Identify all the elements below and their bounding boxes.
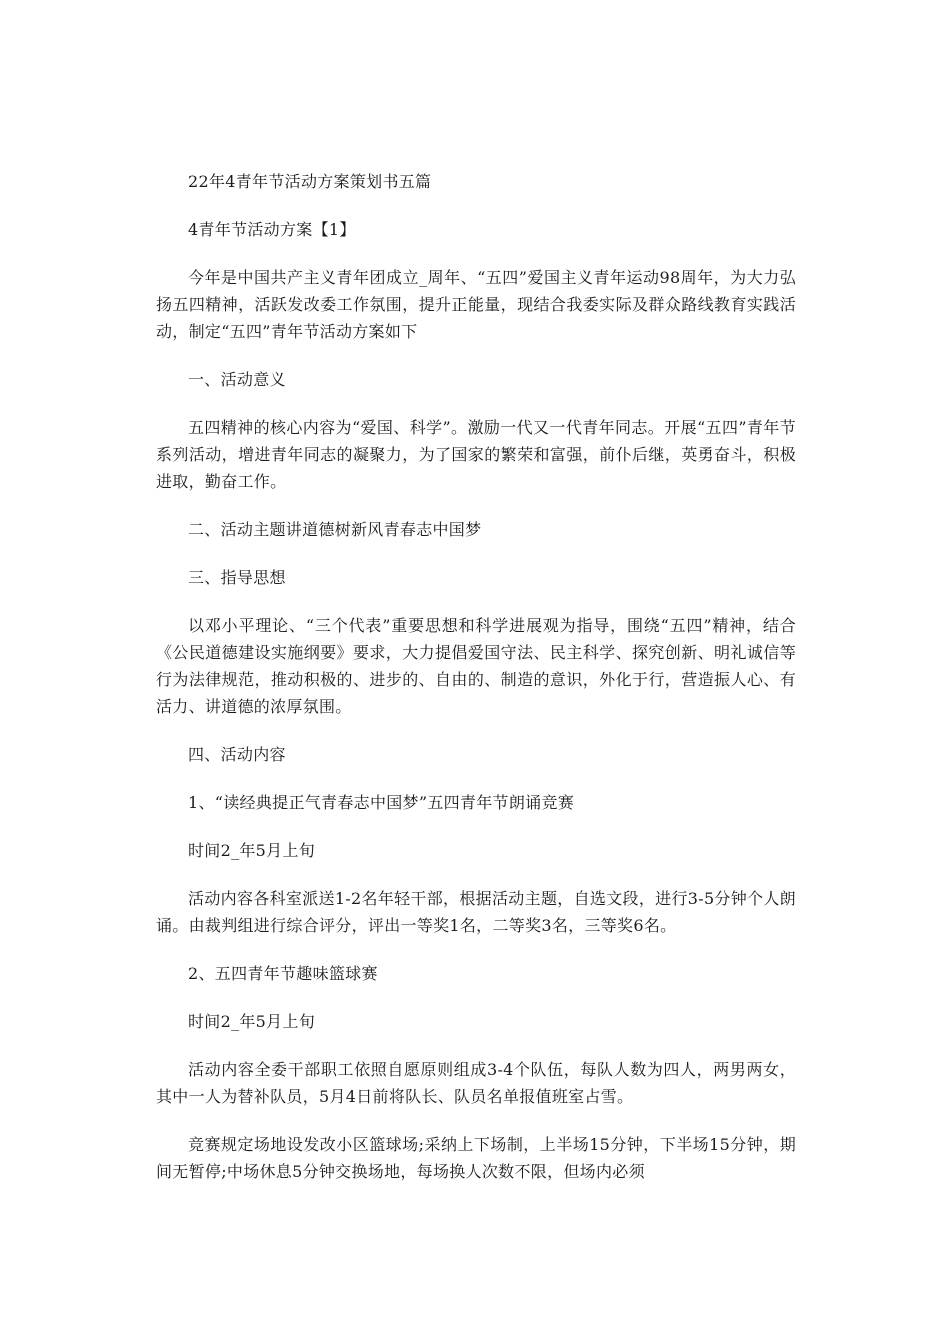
intro-paragraph: 今年是中国共产主义青年团成立_周年、“五四”爱国主义青年运动98周年，为大力弘扬五四精神，活跃发改委工作氛围，提升正能量，现结合我委实际及群众路线教育实践活动，制定“五四”青年节活动方案如下 <box>156 268 796 341</box>
item-basketball-game: 2、五四青年节趣味篮球赛 <box>188 964 378 983</box>
paragraph-gap <box>156 543 796 564</box>
section-heading-plan-1: 4青年节活动方案【1】 <box>188 220 356 239</box>
document-title: 22年4青年节活动方案策划书五篇 <box>188 172 432 191</box>
paragraph-gap <box>156 987 796 1008</box>
paragraph-gap <box>156 195 796 216</box>
paragraph-gap <box>156 345 796 366</box>
heading-activity-content: 四、活动内容 <box>188 745 286 764</box>
meaning-paragraph: 五四精神的核心内容为“爱国、科学”。激励一代又一代青年同志。开展“五四”青年节系列活动，增进青年同志的凝聚力，为了国家的繁荣和富强，前仆后继，英勇奋斗，积极进取，勤奋工作。 <box>156 418 796 491</box>
paragraph-gap <box>156 864 796 885</box>
paragraph-gap <box>156 939 796 960</box>
heading-activity-theme: 二、活动主题讲道德树新风青春志中国梦 <box>188 520 482 539</box>
paragraph-gap <box>156 1035 796 1056</box>
document-body <box>156 168 796 1185</box>
recitation-content: 活动内容各科室派送1-2名年轻干部，根据活动主题，自选文段，进行3-5分钟个人朗诵。由裁判组进行综合评分，评出一等奖1名，二等奖3名，三等奖6名。 <box>156 889 796 935</box>
recitation-time: 时间2_年5月上旬 <box>188 841 316 860</box>
guiding-thought-paragraph: 以邓小平理论、“三个代表”重要思想和科学进展观为指导，围绕“五四”精神，结合《公民道德建设实施纲要》要求，大力提倡爱国守法、民主科学、探究创新、明礼诚信等行为法律规范，推动积极的、进步的、自由的、制造的意识，外化于行，营造振人心、有活力、讲道德的浓厚氛围。 <box>156 616 796 716</box>
paragraph-gap <box>156 591 796 612</box>
heading-activity-meaning: 一、活动意义 <box>188 370 286 389</box>
paragraph-gap <box>156 393 796 414</box>
basketball-time: 时间2_年5月上旬 <box>188 1012 316 1031</box>
paragraph-gap <box>156 243 796 264</box>
basketball-content: 活动内容全委干部职工依照自愿原则组成3-4个队伍，每队人数为四人，两男两女，其中一人为替补队员，5月4日前将队长、队员名单报值班室占雪。 <box>156 1060 796 1106</box>
paragraph-gap <box>156 816 796 837</box>
basketball-rules: 竞赛规定场地设发改小区篮球场;采纳上下场制，上半场15分钟，下半场15分钟，期间无暂停;中场休息5分钟交换场地，每场换人次数不限，但场内必须 <box>156 1135 796 1181</box>
paragraph-gap <box>156 1110 796 1131</box>
item-recitation-contest: 1、“读经典提正气青春志中国梦”五四青年节朗诵竞赛 <box>188 793 575 812</box>
paragraph-gap <box>156 720 796 741</box>
paragraph-gap <box>156 768 796 789</box>
heading-guiding-thought: 三、指导思想 <box>188 568 286 587</box>
paragraph-gap <box>156 495 796 516</box>
